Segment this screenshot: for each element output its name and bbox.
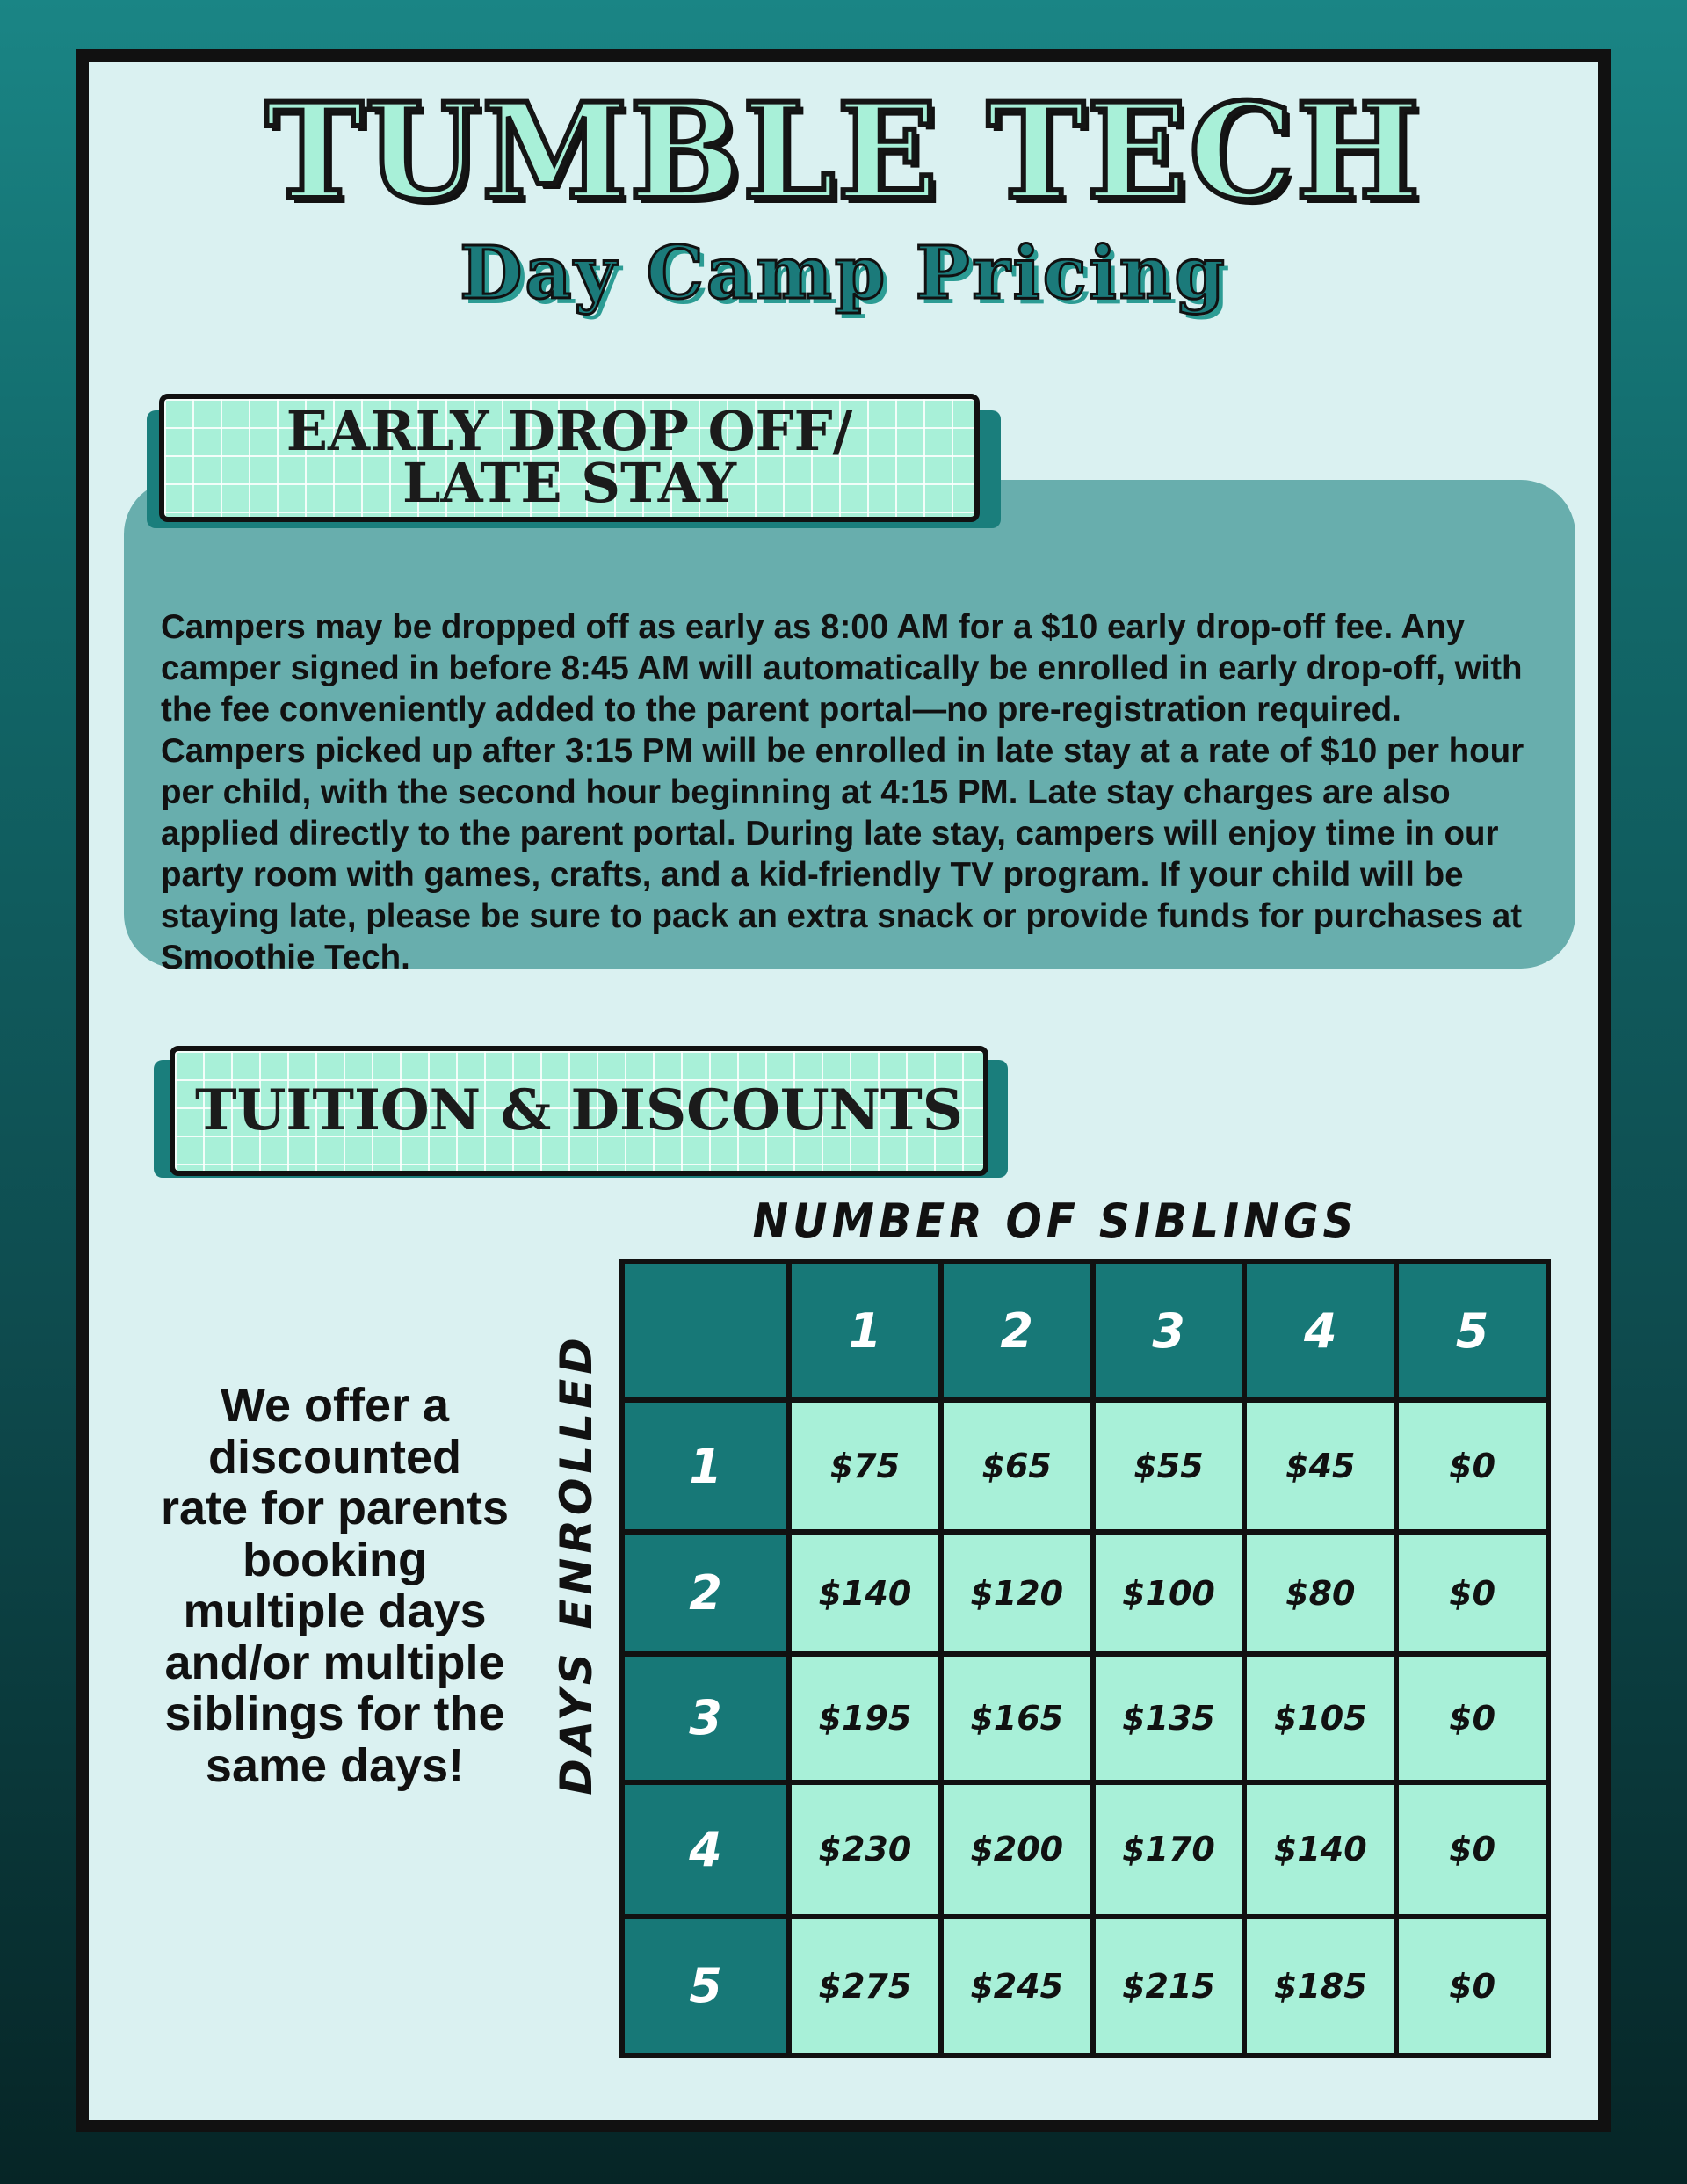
price-cell: $140 <box>789 1532 941 1653</box>
price-cell: $65 <box>941 1400 1093 1532</box>
early-late-heading-tag <box>159 394 980 522</box>
early-late-heading: EARLY DROP OFF/ LATE STAY <box>286 399 853 515</box>
pricing-flyer <box>76 49 1611 2132</box>
price-cell: $165 <box>941 1654 1093 1782</box>
price-cell: $120 <box>941 1532 1093 1653</box>
table-row <box>622 1782 1548 1916</box>
tuition-heading: TUITION & DISCOUNTS <box>194 1077 964 1143</box>
discount-promo-text: We offer a discounted rate for parents booking multiple days and/or multiple siblings for the same days! <box>160 1379 510 1792</box>
price-cell: $80 <box>1244 1532 1396 1653</box>
days-axis-label: DAYS ENROLLED <box>551 1333 602 1796</box>
column-header: 1 <box>789 1261 941 1400</box>
price-cell: $0 <box>1396 1532 1548 1653</box>
price-cell: $105 <box>1244 1654 1396 1782</box>
siblings-axis-label: NUMBER OF SIBLINGS <box>752 1194 1358 1249</box>
price-cell: $0 <box>1396 1917 1548 2056</box>
table-row <box>622 1400 1548 1532</box>
column-header: 3 <box>1093 1261 1245 1400</box>
page-title: TUMBLE TECH <box>264 75 1423 229</box>
row-header: 3 <box>622 1654 789 1782</box>
price-cell: $195 <box>789 1654 941 1782</box>
column-header: 5 <box>1396 1261 1548 1400</box>
tuition-heading-tag <box>170 1046 988 1176</box>
price-cell: $75 <box>789 1400 941 1532</box>
table-row <box>622 1917 1548 2056</box>
column-header: 4 <box>1244 1261 1396 1400</box>
price-cell: $275 <box>789 1917 941 2056</box>
price-cell: $215 <box>1093 1917 1245 2056</box>
pricing-table <box>619 1259 1551 2058</box>
page-subtitle: Day Camp Pricing <box>460 231 1227 316</box>
price-cell: $230 <box>789 1782 941 1916</box>
price-cell: $135 <box>1093 1654 1245 1782</box>
row-header: 4 <box>622 1782 789 1916</box>
table-row <box>622 1654 1548 1782</box>
table-row <box>622 1532 1548 1653</box>
price-cell: $0 <box>1396 1654 1548 1782</box>
price-cell: $100 <box>1093 1532 1245 1653</box>
price-cell: $185 <box>1244 1917 1396 2056</box>
price-cell: $0 <box>1396 1782 1548 1916</box>
column-header: 2 <box>941 1261 1093 1400</box>
price-cell: $200 <box>941 1782 1093 1916</box>
early-late-description: Campers may be dropped off as early as 8:00 AM for a $10 early drop-off fee. Any camper signed in before 8:45 AM will automatically be enrolled in early drop-off, with the fee conveniently added to the parent portal—no pre-registration required. Campers picked up after 3:15 PM will be enrolled in late stay at a rate of $10 per hour per child, with the second hour beginning at 4:15 PM. Late stay charges are also applied directly to the parent portal. During late stay, campers will enjoy time in our party room with games, crafts, and a kid-friendly TV program. If your child will be staying late, please be sure to pack an extra snack or provide funds for purchases at Smoothie Tech. <box>161 608 1524 976</box>
price-cell: $140 <box>1244 1782 1396 1916</box>
price-cell: $170 <box>1093 1782 1245 1916</box>
price-cell: $55 <box>1093 1400 1245 1532</box>
price-cell: $0 <box>1396 1400 1548 1532</box>
table-header-row <box>622 1261 1548 1400</box>
row-header: 2 <box>622 1532 789 1653</box>
row-header: 1 <box>622 1400 789 1532</box>
row-header: 5 <box>622 1917 789 2056</box>
table-corner-cell <box>622 1261 789 1400</box>
price-cell: $245 <box>941 1917 1093 2056</box>
price-cell: $45 <box>1244 1400 1396 1532</box>
